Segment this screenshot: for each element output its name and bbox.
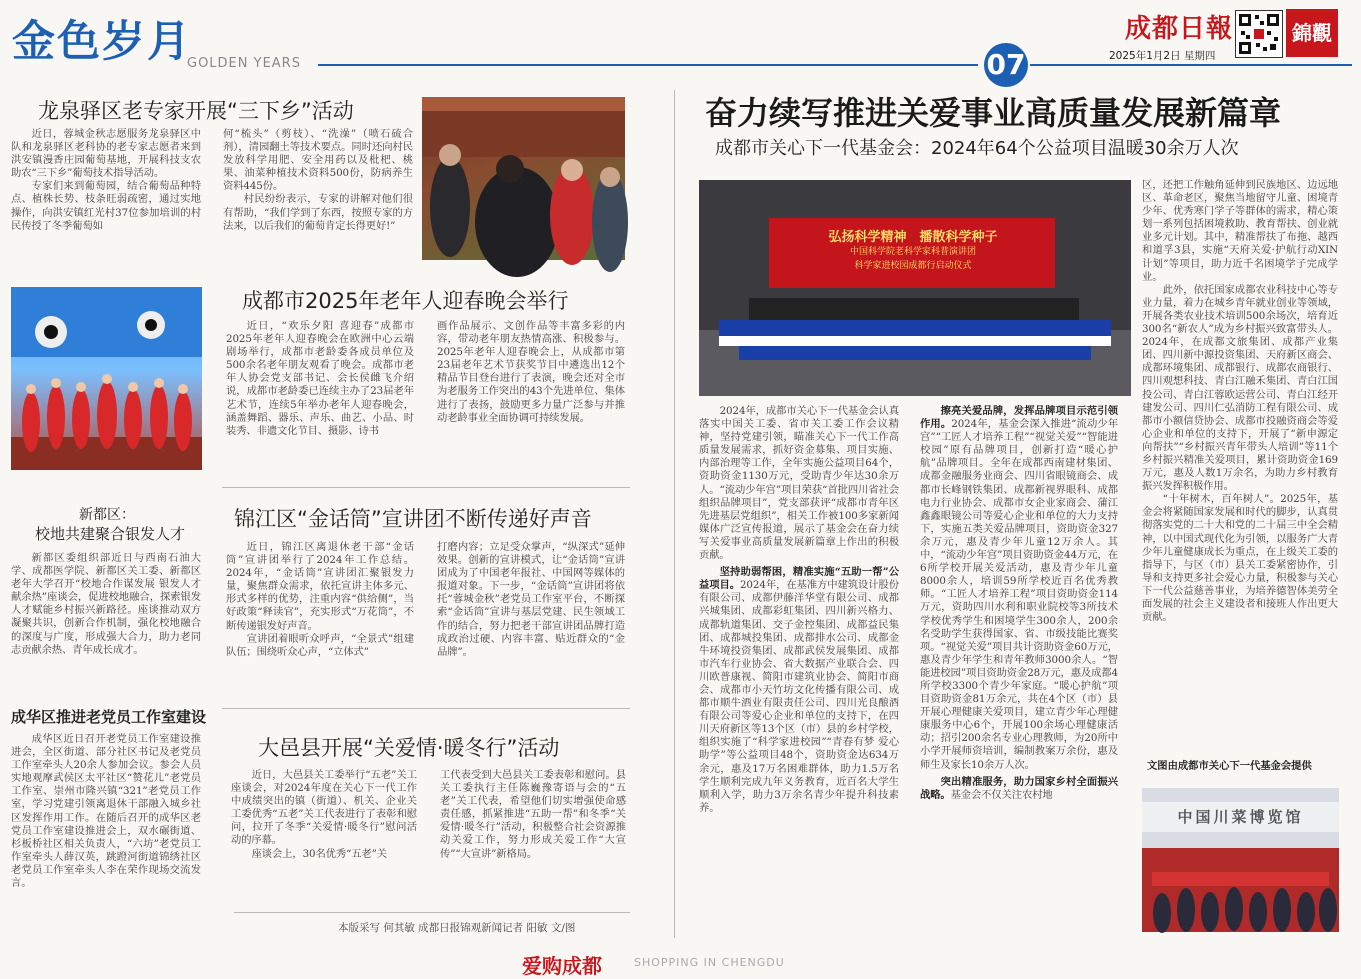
paragraph: 此外，依托国家成都农业科技中心等专业力量，着力在城乡青年就业创业等领域，开展各类农业技术培训500余场次，培育近300名“新农人”成为乡村振兴致富带头人。2024年，在成都文旅集团、成都产业集团、四川新中源投资集团、天府新区商会、成都环境集团、成都银行、成都农商银行、四川观想科技、青白江融禾集团、青白江国投公司、青白江蓉欧运营公司、青白江经开建发公司、四川仁弘消防工程有限公司、成都市小额信贷协会、成都市投融资商会等爱心企业和单位的支持下，开展了“新申源定向帮扶”“乡村振兴青年带头人培训”等11个乡村振兴精准关爱项目，累计资助资金169万元，惠及人数1万余名，为助力乡村教育振兴发挥积极作用。	[1142, 283, 1338, 493]
subheading-brand: 擦亮关爱品牌，发挥品牌项目示范引领作用。	[920, 405, 1118, 431]
article-subtitle-xindu: 校地共建聚合银发人才	[35, 525, 186, 543]
article-title-chenghua: 成华区推进老党员工作室建设	[11, 708, 207, 726]
footer-logo: 爱购成都	[522, 954, 602, 978]
paragraph: “十年树木，百年树人”。2025年，基金会将紧随国家发展和时代的脚步，认真贯彻落实党的二十大和党的二十届三中全会精神，以中国式现代化为引领，以服务广大青少年儿童健康成长为重点，在上级关工委的指导下，与区（市）县关工委紧密协作，引导和支持更多社会爱心力量，积极参与关心下一代公益慈善事业，为培养德智体美劳全面发展的社会主义建设者和接班人作出更大贡献。	[1142, 493, 1338, 624]
paragraph: 宣讲团着眼听众呼声，“全景式”组建队伍；围绕听众心声，“立体式”	[226, 632, 414, 658]
photo-credit: 文图由成都市关心下一代基金会提供	[1147, 760, 1312, 772]
main-body-col2	[920, 405, 1118, 935]
paragraph: 何“梳头”（剪枝）、“洗澡”（喷石硫合剂），清园翻土等技术要点。同时还向村民发放科学用肥、安全用药以及枇杷、桃果、油菜种植技术资料500份，防病养生资料445份。	[223, 128, 413, 193]
banner-line3: 科学家进校园成都行启动仪式	[854, 261, 972, 271]
main-subheadline: 成都市关心下一代基金会：2024年64个公益项目温暖30余万人次	[715, 138, 1239, 159]
column-divider	[674, 90, 675, 938]
paragraph: 2024年，成都市关心下一代基金会认真落实中国关工委、省市关工委工作会议精神，坚持党建引领，瞄准关心下一代工作高质量发展需求，抓好资金募集、项目实施、内部治理等工作，全年实施公益项目64个，资助资金1130万元，受助青少年达30余万人。“流动少年宫”项目荣获“首批四川省社会组织品牌项目”，党支部获评“成都市青年区先进基层党组织”，相关工作被100多家新闻媒体广泛宣传报道，展示了基金会在奋力续写关爱事业高质量发展新篇章上作出的积极贡献。	[699, 405, 899, 562]
paragraph	[699, 566, 899, 815]
section-title: 金色岁月	[12, 17, 192, 67]
science-event-group-photo	[699, 180, 1131, 396]
paragraph	[920, 405, 1118, 772]
paragraph: 村民纷纷表示，专家的讲解对他们很有帮助，“我们学到了东西，按照专家的方法来，以后我们的葡萄肯定长得更好!”	[223, 193, 413, 232]
paragraph-text: 基金会不仅关注农村地	[950, 788, 1053, 801]
article-body-spring-gala-col1	[226, 320, 414, 480]
paragraph: 近日，蓉城金秋志愿服务龙泉驿区中队和龙泉驿区老科协的老专家志愿者来到洪安镇漫香庄园葡萄基地，开展科技支农助农“三下乡”葡萄技术指导活动。	[11, 128, 201, 180]
article-body-xindu	[11, 552, 201, 692]
section-title-en: GOLDEN YEARS	[187, 56, 301, 71]
article-title-longquanyi: 龙泉驿区老专家开展“三下乡”活动	[38, 99, 354, 123]
paragraph: 成华区近日召开老党员工作室建设推进会，全区街道、部分社区书记及老党员工作室牵头人20余人参加会议。参会人员实地观摩武侯区太平社区“赞花儿”老党员工作室、崇州市隆兴镇“321”老党员工作室，学习党建引领离退休干部融入城乡社区发挥作用工作。在随后召开的成华区老党员工作室建设推进会上，双水碾街道、杉板桥社区相关负责人，“六坊”老党员工作室牵头人薛汉英，跳蹬河街道锦绣社区老党员工作室牵头人李在荣作现场交流发言。	[11, 733, 201, 890]
paragraph: 座谈会上，30名优秀“五老”关	[251, 847, 387, 860]
page-byline: 本版采写 何其敏 成都日报锦观新闻记者 阳敏 文/图	[338, 922, 576, 934]
main-body-col3	[1142, 179, 1338, 755]
article-title-spring-gala: 成都市2025年老年人迎春晚会举行	[242, 289, 569, 313]
paragraph: 近日，大邑县关工委举行“五老”关工座谈会，对2024年度在关心下一代工作中成绩突出的镇（街道）、机关、企业关工委优秀“五老”关工代表进行了表彰和慰问，拉开了冬季“关爱情·暖冬行”慰问活动的序幕。	[231, 769, 417, 847]
banner-line2: 中国科学院老科学家科普演讲团	[849, 247, 976, 257]
paragraph: 专家们来到葡萄园，结合葡萄品种特点、植株长势、枝条旺弱疏密，通过实地操作，向洪安镇红光村37位参加培训的村民传授了冬季葡萄如	[11, 180, 201, 232]
article-body-dayi-col2	[440, 769, 626, 897]
article-body-longquanyi-col2	[223, 128, 413, 272]
article-body-spring-gala-col2	[437, 320, 625, 480]
spring-gala-photo	[11, 287, 202, 470]
page-number: 07	[984, 43, 1028, 87]
issue-date: 2025年1月2日 星期四	[1109, 50, 1216, 62]
subheading-poverty: 坚持助弱帮困，精准实施“五助一帮”公益项目。	[699, 566, 899, 592]
article-body-dayi-col1	[231, 769, 417, 897]
museum-event-photo	[1142, 788, 1339, 932]
paragraph	[920, 776, 1118, 802]
building-sign: 中国川菜博览馆	[1177, 808, 1304, 826]
article-title-dayi: 大邑县开展“关爱情·暖冬行”活动	[258, 736, 560, 760]
paragraph: 工代表受到大邑县关工委表彰和慰问。县关工委执行主任陈巍豫寄语与会的“五老”关工代表，希望他们切实增强使命感责任感，抓紧推进“五助一帮”和冬季“关爱情·暖冬行”活动，积极整合社会资源推动关爱工作，努力形成关爱工作“大宣传”“大宣讲”新格局。	[440, 769, 626, 860]
qr-code-icon	[1235, 10, 1283, 58]
divider	[222, 708, 630, 709]
paragraph: 画作品展示、文创作品等丰富多彩的内容，带动老年朋友热情高涨、积极参与。2025年老年人迎春晚会上，从成都市第23届老年艺术节获奖节目中遴选出12个精品节目登台进行了表演，晚会还对全市为老服务工作突出的43个先进单位、集体进行了表扬，鼓励更多力量广泛参与并推动老龄事业全面协调可持续发展。	[437, 320, 625, 424]
article-body-longquanyi-col1	[11, 128, 201, 272]
grape-training-photo	[422, 97, 625, 260]
article-title-jinjiang: 锦江区“金话筒”宣讲团不断传递好声音	[234, 507, 592, 531]
main-headline: 奋力续写推进关爱事业高质量发展新篇章	[705, 94, 1282, 132]
header-rule-left	[318, 64, 978, 66]
paragraph: 打磨内容；立足受众掌声，“纵深式”延伸效果。创新的宣讲模式，让“金话筒”宣讲团成为了中国老年报社、中国网等媒体的报道对象。下一步，“金话筒”宣讲团将依托“蓉城金秋”老党员工作室平台，不断探索“金话筒”宣讲与基层党建、民生领域工作的结合，努力把老干部宣讲团品牌打造成政治过硬、内容丰富、贴近群众的“金品牌”。	[437, 541, 625, 658]
divider	[234, 912, 630, 913]
paragraph-text: 2024年，在基准方中建筑设计股份有限公司、成都伊藤洋华堂有限公司、成都兴城集团、成都彩虹集团、四川新兴格力、成都轨道集团、交子金控集团、成都益民集团、成都城投集团、成都排水公司、成都金牛环境投资集团、成都武侯发展集团、成都市汽车行业协会、省大数据产业联合会、四川欧普康视、简阳市建筑业协会、简阳市商会、成都市小天竹坊文化传播有限公司、成都市顺牛酒业有限责任公司、四川光良酿酒有限公司等爱心企业和单位的支持下，在四川天府新区等13个区（市）县的乡村学校，组织实施了“科学家进校园”“青春有梦 爱心助学”等公益项目48个，资助资金达634万余元，惠及17万名困难群体，助力1.5万名学生顺利完成九年义务教育，近百名大学生顺利入学，助力3万余名青少年提升科技素养。	[699, 579, 899, 814]
article-body-jinjiang-col2	[437, 541, 625, 697]
paragraph: 区，还把工作触角延伸到民族地区、边远地区、革命老区，聚焦当地留守儿童、困境青少年、优秀寒门学子等群体的需求，精心策划一系列包括困境救助、教育帮扶、创业就业多元计划。其中，精准帮扶了布拖、越西和道孚3县，实施“天府关爱·护航行动XIN计划”等项目，助力近千名困境学子完成学业。	[1142, 179, 1338, 283]
divider	[222, 487, 630, 488]
paragraph-text: 2024年，基金会深入推进“流动少年宫”“工匠人才培养工程”“视觉关爱”“智能进校园”原有品牌项目，创新打造“暖心护航”品牌项目。全年在成都西南建材集团、成都金融服务业商会、四川省眼镜商会、成都市长峰钢铁集团、成都新视界眼科、成都电力行业协会、成都市女企业家商会、蒲江鑫鑫眼镜公司等爱心企业和单位的大力支持下，实施五类关爱品牌项目，资助资金327余万元，惠及青少年儿童12万余人。其中，“流动少年宫”项目资助资金44万元，在6所学校开展关爱活动，惠及青少年儿童8000余人，培训59所学校近百名优秀教师。“工匠人才培养工程”项目资助资金114万元，资助四川水利和职业院校等3所技术学校优秀学生和困境学生300余人，200余名受助学生获得国家、省、市级技能比赛奖项。“视觉关爱”项目共计资助资金60万元，惠及青少年学生和青年教师3000余人。“智能进校园”项目资助资金28万元，惠及成都4所学校3300个青少年家庭。“暖心护航”项目资助资金81万余元，共在4个区（市）县开展心理健康关爱项目，建立青少年心理健康服务中心6个，开展100余场心理健康活动；招引200余名专业心理教师，为20所中小学开展师资培训，编制教案万余份，惠及师生及家长10余万人次。	[920, 418, 1119, 771]
paragraph: 新都区委组织部近日与西南石油大学、成都医学院、新都区关工委、新都区老年大学召开“校地合作谋发展 银发人才献余热”座谈会，促进校地融合，探索银发人才赋能乡村振兴新路径。座谈推动双方凝聚共识，创新合作机制，强化校地融合的深度与广度，形成强大合力，助力老同志贡献余热、青年成长成才。	[11, 552, 201, 656]
subheading-rural: 突出精准服务，助力国家乡村全面振兴战略。	[920, 775, 1118, 801]
paragraph: 近日，锦江区离退休老干部“金话筒”宣讲团举行了2024年工作总结。2024年，“金话筒”宣讲团汇聚银发力量，聚焦群众需求，依托宣讲主体多元、形式多样的优势，注重内容“供给侧”，当好政策“释读官”，充实形式“万花筒”，不断传递银发好声音。	[226, 541, 414, 632]
article-title-xindu: 新都区：	[79, 507, 135, 523]
header-rule-right	[1030, 64, 1352, 66]
article-body-jinjiang-col1	[226, 541, 414, 697]
newspaper-logo: 成都日報	[1125, 14, 1234, 44]
main-body-col1	[699, 405, 899, 935]
article-body-chenghua	[11, 733, 201, 933]
paragraph: 近日，“欢乐夕阳 喜迎春”成都市2025年老年人迎春晚会在欧洲中心云端剧场举行，成都市老龄委各成员单位及500余名老年朋友观看了晚会。成都市老年人协会党支部书记、会长侯雌飞介绍说，成都市老龄委已连续主办了23届老年艺术节，连续5年举办老年人迎春晚会，涵盖舞蹈、器乐、声乐、曲艺、小品、时装秀、非遗文化节目、摄影、诗书	[226, 320, 414, 437]
brand-seal: 錦觀	[1286, 9, 1338, 57]
banner-line1: 弘扬科学精神 播散科学种子	[828, 230, 998, 245]
footer-logo-en: SHOPPING IN CHENGDU	[634, 956, 785, 969]
